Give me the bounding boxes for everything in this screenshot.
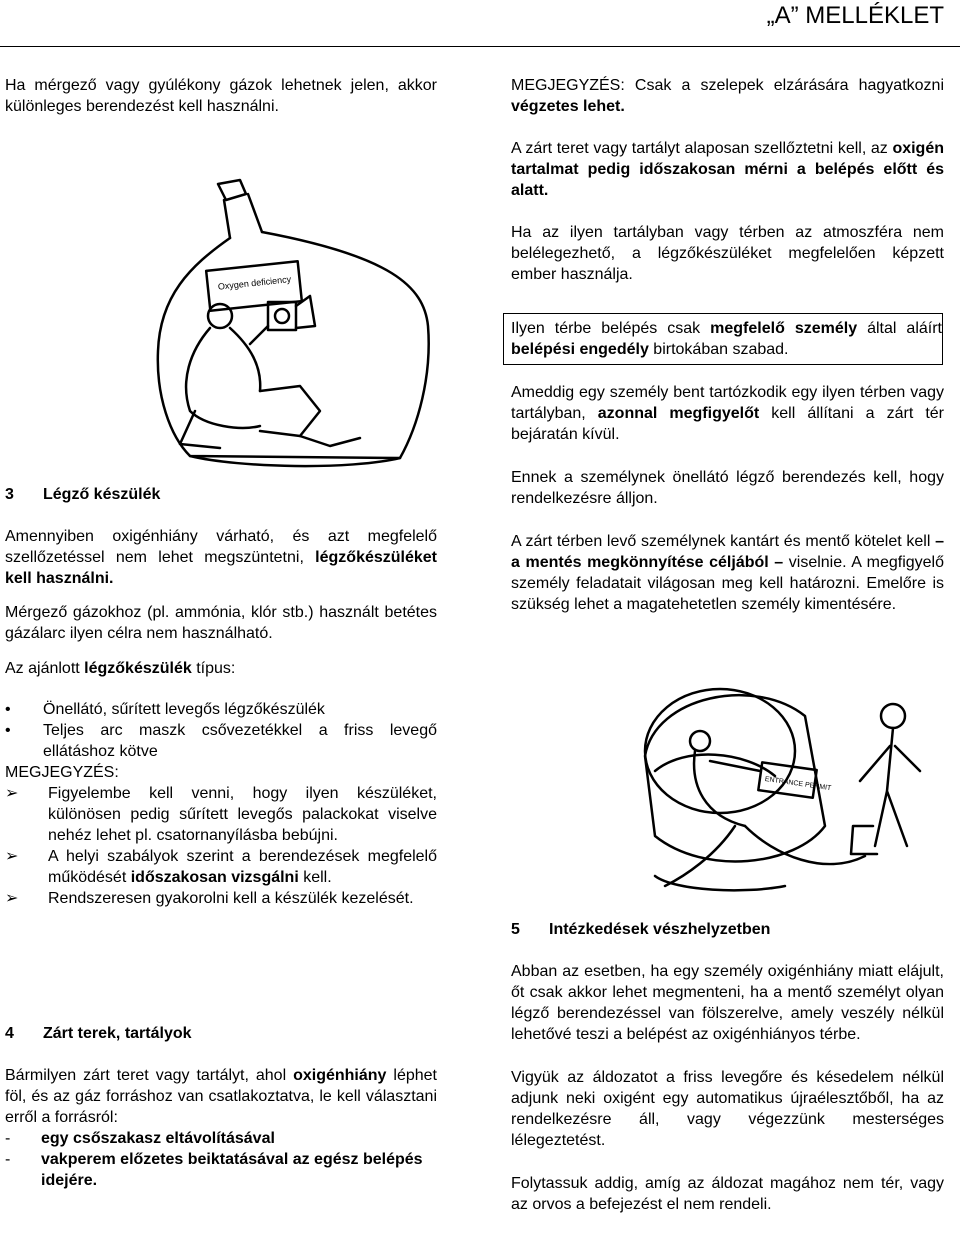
section-3-p3-text: Az ajánlott: [5, 660, 85, 677]
arrow-bullet-icon: ➢: [5, 890, 19, 907]
dash-bullet: -: [5, 1130, 11, 1147]
section-5-paragraph-1: Abban az esetben, ha egy személy oxigénhiány miatt elájult, őt csak akkor lehet megmenteni, ha a mentő személyt olyan légző berendezéssel van fölszerelve, amely veszély nélkül lehetővé teszi a belépést az oxigénhiányos térbe.: [511, 963, 944, 1043]
box-text: birtokában szabad.: [648, 341, 789, 358]
header-divider: [0, 46, 960, 47]
section-3-paragraph-1: [5, 526, 437, 589]
bottle-illustration: [150, 176, 440, 476]
section-4: [5, 1023, 437, 1191]
right-p5-text: A zárt térben levő személynek kantárt és mentő kötelet kell: [511, 533, 936, 550]
arrow-bullet-icon: ➢: [5, 785, 19, 802]
section-3-p3-tail: típus:: [191, 660, 236, 677]
entry-sign-text: ENTRANCE PERMIT: [764, 775, 832, 793]
right-p5-tail: viselnie. A megfigyelő személy feladatait világosan meg kell határozni. Emelőre is szükség lehet a magatehetetlen személy kimentésére.: [511, 554, 944, 613]
section-4-title: Zárt terek, tartályok: [43, 1025, 192, 1042]
right-p1-text: A zárt teret vagy tartályt alaposan szellőztetni kell, az: [511, 140, 893, 157]
bottle-drawing: [150, 176, 440, 476]
section-3-number: 3: [5, 486, 14, 503]
entry-drawing: [625, 676, 935, 898]
right-paragraph-4: Ennek a személynek önellátó légző berendezés kell, hogy rendelkezésre álljon.: [511, 469, 944, 507]
section-4-paragraph-1: [5, 1065, 437, 1128]
isolation-methods-list: [5, 1128, 437, 1191]
list-item: [5, 846, 437, 888]
entry-permit-text: [511, 318, 942, 360]
right-p1-bold: oxigén tartalmat pedig időszakosan mérni a belépés előtt és alatt.: [511, 140, 944, 199]
note-item-bold: időszakosan vizsgálni: [130, 869, 299, 886]
section-3-heading: [5, 484, 437, 505]
section-3-paragraph-3: [5, 658, 437, 679]
note-arrow-list: [5, 783, 437, 909]
bottle-sign-text: Oxygen deficiency: [217, 274, 292, 292]
section-5: [511, 919, 944, 1215]
section-4-p1-bold: oxigénhiány: [293, 1067, 387, 1084]
right-p5-bold: – a mentés megkönnyítése céljából –: [511, 533, 944, 571]
list-item: [5, 1128, 437, 1149]
section-5-paragraph-3: Folytassuk addig, amíg az áldozat magához nem tér, vagy az orvos a befejezést el nem rendeli.: [511, 1175, 944, 1213]
right-column-middle: [511, 382, 944, 615]
list-item: [5, 888, 437, 909]
box-bold: belépési engedély: [511, 341, 649, 358]
right-p3-text: Ameddig egy személy bent tartózkodik egy ilyen térben vagy tartályban,: [511, 384, 944, 422]
note-item-text: Rendszeresen gyakorolni kell a készülék kezelését.: [48, 890, 414, 907]
right-note-text: MEGJEGYZÉS: Csak a szelepek elzárására hagyatkozni: [511, 77, 944, 94]
list-item: • Önellátó, sűrített levegős légzőkészülék: [5, 699, 437, 720]
list-item: [5, 783, 437, 846]
section-4-heading: [5, 1023, 437, 1044]
section-3-paragraph-2: Mérgező gázokhoz (pl. ammónia, klór stb.) használt betétes gázálarc ilyen célra nem használható.: [5, 604, 437, 642]
right-p3-bold: azonnal megfigyelőt: [597, 405, 760, 422]
entry-illustration: [625, 676, 935, 898]
box-bold: megfelelő személy: [710, 320, 858, 337]
section-3-p1-text: Amennyiben oxigénhiány várható, és azt megfelelő szellőzetéssel nem lehet megszüntetni,: [5, 528, 437, 566]
right-p3-tail: kell állítani a zárt tér bejáratán kívül.: [511, 405, 945, 443]
note-item-tail: kell.: [298, 869, 332, 886]
box-text: által aláírt: [857, 320, 943, 337]
section-3-p3-bold: légzőkészülék: [84, 660, 192, 677]
dash-item-text: vakperem előzetes beiktatásával az egész belépés idejére.: [41, 1151, 423, 1189]
section-3: [5, 484, 437, 909]
page-header-title: „A” MELLÉKLET: [766, 2, 944, 29]
section-5-heading: [511, 919, 944, 940]
left-intro: [5, 75, 437, 117]
dash-item-text: egy csőszakasz eltávolításával: [41, 1130, 275, 1147]
right-note: [511, 75, 944, 117]
note-label: MEGJEGYZÉS:: [5, 764, 119, 781]
entry-permit-box: [503, 313, 943, 365]
right-note-bold: végzetes lehet.: [511, 98, 625, 115]
section-4-p1-text: Bármilyen zárt teret vagy tartályt, ahol: [5, 1067, 294, 1084]
right-paragraph-1: [511, 138, 944, 201]
right-paragraph-5: [511, 531, 944, 615]
arrow-bullet-icon: ➢: [5, 848, 19, 865]
section-5-title: Intézkedések vészhelyzetben: [549, 921, 771, 938]
note-item-text: A helyi szabályok szerint a berendezések megfelelő működését: [48, 848, 437, 886]
list-item: [5, 1149, 437, 1191]
section-3-p1-bold: légzőkészüléket kell használni.: [5, 549, 437, 587]
section-5-number: 5: [511, 921, 520, 938]
section-4-number: 4: [5, 1025, 14, 1042]
section-4-p1-tail: léphet föl, és az gáz forráshoz van csatlakoztatva, le kell választani erről a forrásról:: [5, 1067, 438, 1126]
section-5-paragraph-2: Vigyük az áldozatot a friss levegőre és késedelem nélkül adjunk neki oxigént egy automatikus újraélesztőből, ha az rendelkezésre áll, vagy végezzünk mesterséges lélegeztetést.: [511, 1069, 944, 1149]
dash-bullet: -: [5, 1151, 11, 1168]
section-3-title: Légző készülék: [43, 486, 161, 503]
right-paragraph-2: Ha az ilyen tartályban vagy térben az atmoszféra nem belélegezhető, a légzőkészüléket megfelelően képzett ember használja.: [511, 224, 944, 283]
note-item-text: Figyelembe kell venni, hogy ilyen készüléket, különösen pedig sűrített levegős palackokat viselve nehéz lehet pl. csatornanyílásba bebújni.: [48, 785, 437, 844]
list-item: • Teljes arc maszk csővezetékkel a friss levegő ellátáshoz kötve: [5, 720, 437, 762]
box-text: Ilyen térbe belépés csak: [511, 320, 711, 337]
intro-paragraph: Ha mérgező vagy gyúlékony gázok lehetnek jelen, akkor különleges berendezést kell használni.: [5, 77, 437, 115]
right-paragraph-3: [511, 382, 944, 445]
right-column-top: [511, 75, 944, 285]
breathing-apparatus-list: [5, 699, 437, 762]
